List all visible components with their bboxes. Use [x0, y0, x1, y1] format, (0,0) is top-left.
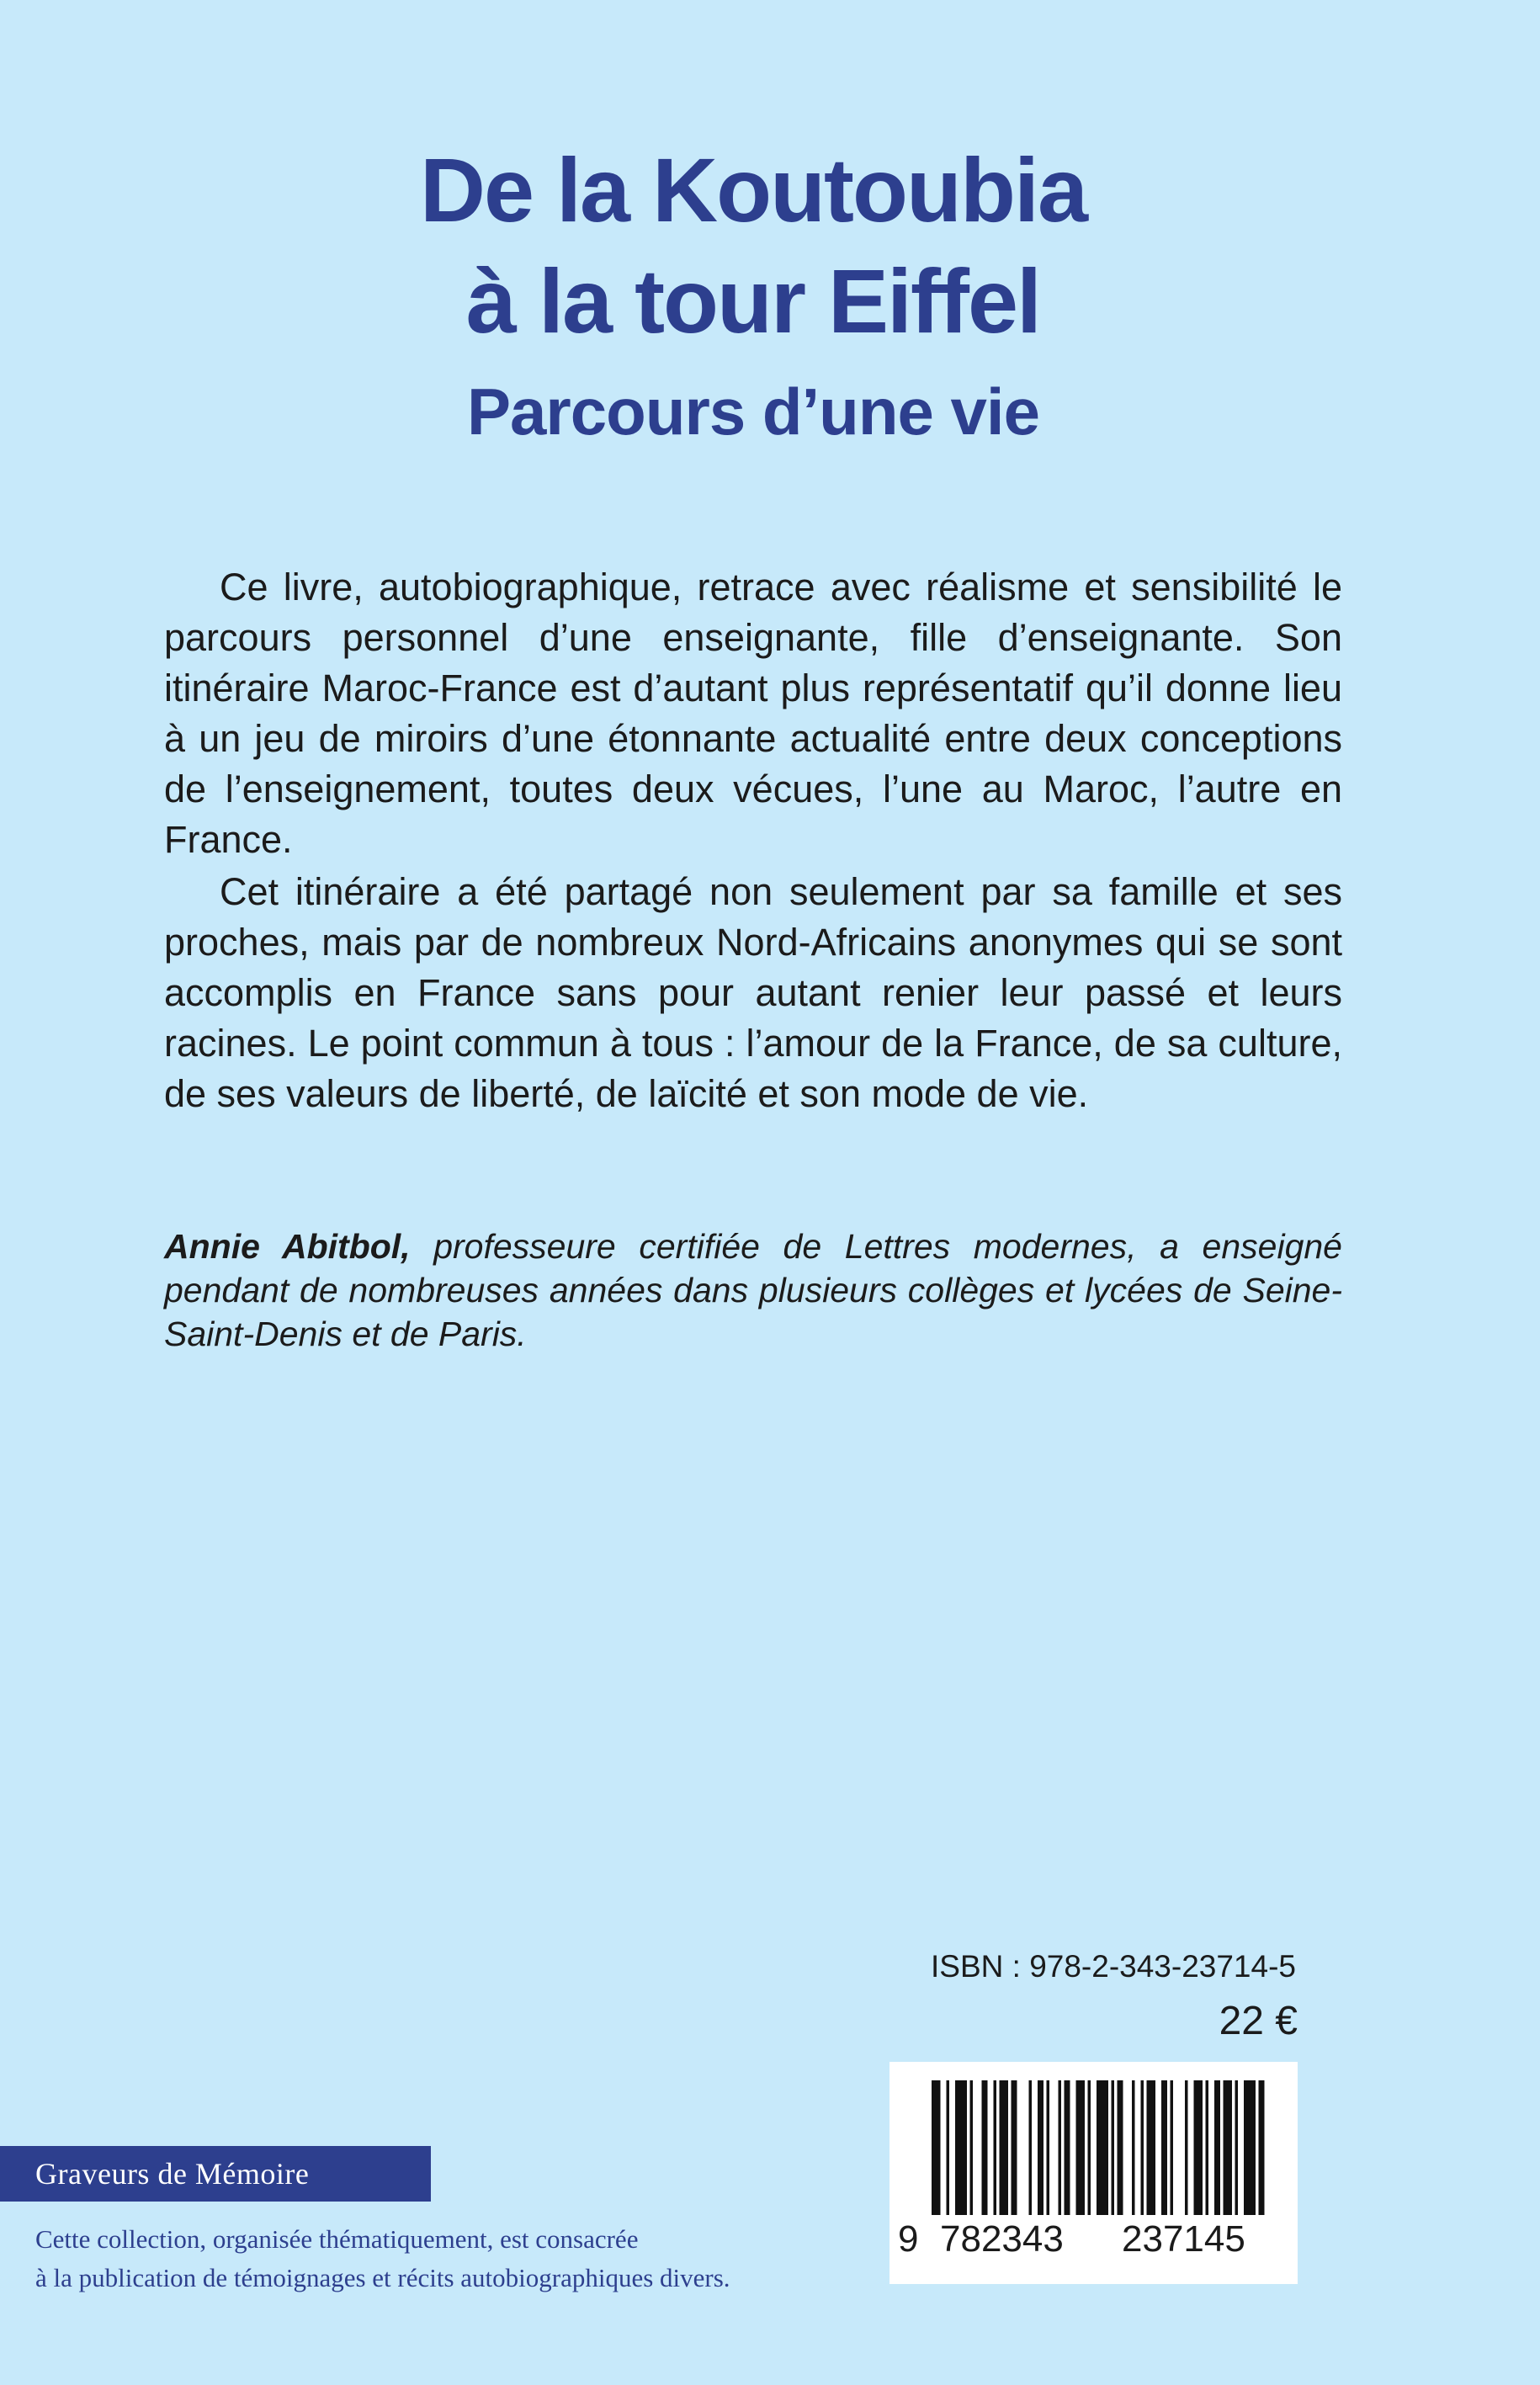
series-description-line-1: Cette collection, organisée thématiquement, est consacrée: [35, 2224, 639, 2254]
barcode-digit-group-2: 237145: [1122, 2218, 1245, 2260]
barcode-bar: [1047, 2080, 1050, 2215]
barcode-bar: [955, 2080, 967, 2215]
barcode-bar: [1038, 2080, 1043, 2215]
isbn-number: ISBN : 978-2-343-23714-5: [931, 1949, 1296, 1984]
blurb-paragraph-1: Ce livre, autobiographique, retrace avec réalisme et sensibilité le parcours personnel d’une enseignante, fille d’enseignante. Son itinéraire Maroc-France est d’autant plus représentatif qu’il donne lieu à un jeu de miroirs d’une étonnante actualité entre deux conceptions de l’enseignement, toutes deux vécues, l’une au Maroc, l’autre en France.: [164, 566, 1342, 861]
barcode-bar: [1132, 2080, 1135, 2215]
blurb-paragraph-2: Cet itinéraire a été partagé non seulement par sa famille et ses proches, mais par de nombreux Nord-Africains anonymes qui se sont accomplis en France sans pour autant renier leur passé et leurs racines. Le point commun à tous : l’amour de la France, de sa culture, de ses valeurs de liberté, de laïcité et son mode de vie.: [164, 870, 1342, 1115]
barcode-bar: [982, 2080, 988, 2215]
barcode-bar: [932, 2080, 941, 2215]
barcode-bar: [1059, 2080, 1062, 2215]
barcode-bar: [1185, 2080, 1188, 2215]
barcode-bar: [1065, 2080, 1070, 2215]
title-block: [151, 135, 1355, 458]
series-description-line-2: à la publication de témoignages et récits autobiographiques divers.: [35, 2263, 730, 2292]
barcode-bar: [1206, 2080, 1209, 2215]
author-bio: [164, 1224, 1342, 1356]
barcode-digit-lead: 9: [898, 2218, 919, 2260]
barcode-bar: [1097, 2080, 1108, 2215]
series-name: Graveurs de Mémoire: [35, 2157, 310, 2191]
book-title-line-2: à la tour Eiffel: [465, 250, 1041, 352]
series-band: [0, 2146, 431, 2202]
series-description: [35, 2220, 877, 2297]
barcode-bar: [1194, 2080, 1203, 2215]
barcode-bar: [1235, 2080, 1239, 2215]
barcode: [889, 2062, 1298, 2284]
barcode-bar: [1259, 2080, 1265, 2215]
price: 22 €: [1219, 1999, 1298, 2043]
barcode-bar: [994, 2080, 997, 2215]
barcode-bar: [1029, 2080, 1033, 2215]
book-subtitle: Parcours d’une vie: [467, 374, 1039, 449]
barcode-digit-group-1: 782343: [940, 2218, 1064, 2260]
barcode-bar: [1171, 2080, 1174, 2215]
barcode-bar: [1161, 2080, 1167, 2215]
barcode-bar: [1112, 2080, 1115, 2215]
barcode-bar: [1000, 2080, 1009, 2215]
author-name: Annie Abitbol,: [164, 1227, 411, 1266]
author-description: professeure certifiée de Lettres modernes, a enseigné pendant de nombreuses années dans plusieurs collèges et lycées de Seine-Saint-Denis et de Paris.: [164, 1227, 1342, 1353]
barcode-bar: [1076, 2080, 1086, 2215]
book-title-line-1: De la Koutoubia: [419, 139, 1087, 241]
barcode-bar: [1214, 2080, 1220, 2215]
barcode-bar: [1141, 2080, 1144, 2215]
barcode-bar: [1012, 2080, 1017, 2215]
barcode-bar: [1224, 2080, 1233, 2215]
barcode-bar: [1147, 2080, 1156, 2215]
barcode-bar: [947, 2080, 950, 2215]
barcode-bar: [970, 2080, 974, 2215]
barcode-bar: [1244, 2080, 1256, 2215]
barcode-bar: [1118, 2080, 1123, 2215]
barcode-bar: [1088, 2080, 1091, 2215]
